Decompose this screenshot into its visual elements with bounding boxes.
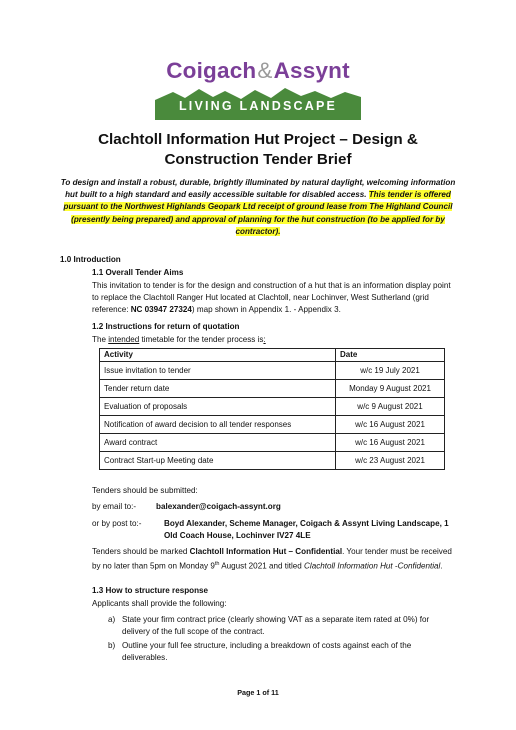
timetable-intro-pre: The [92,335,109,344]
table-row [100,380,445,398]
marking-sup: th [214,561,220,567]
marking-end: . [440,561,443,571]
table-row [100,416,445,434]
timetable-intro-post: timetable for the tender process is [139,335,264,344]
overall-aims-text-a: This invitation to tender is for the design and construction of a hut that is an information display point to replace the Clachtoll Ranger Hut located at Clachtoll, near Lochinver, West Sutherland (grid reference: [92,281,451,314]
logo-landscape-band [155,86,361,120]
marking-pre: Tenders should be marked [92,547,190,556]
lead-part-1: To design and install a robust, durable, brightly illuminated by natural daylight, welcoming information hut built to a high standard and easily accessible suitable for disabled access. [60,178,456,200]
row-activity: Tender return date [100,380,336,398]
col-date: Date [336,349,445,362]
lead-part-2-highlighted: This tender is offered pursuant to the Northwest Highlands Geopark Ltd receipt of ground lease from The Highland Council (presently being prepared) and approval of planning for the hut construction (to be applied for by contractor). [63,190,453,236]
logo-wordmark [155,58,361,84]
page-number: Page 1 of 11 [237,688,279,697]
list-marker-a: a) [108,615,116,624]
row-activity: Notification of award decision to all tender responses [100,416,336,434]
timetable-intro-underlined: intended [108,335,140,344]
section-heading-introduction: 1.0 Introduction [60,255,121,264]
logo-living-landscape: LIVING LANDSCAPE [178,98,338,113]
section-heading-overall-aims: 1.1 Overall Tender Aims [92,268,184,277]
logo-word-coigach: Coigach [166,58,257,83]
row-date: w/c 23 August 2021 [336,452,445,470]
grid-reference: NC 03947 27324 [130,305,192,314]
section-heading-response: 1.3 How to structure response [92,586,209,595]
row-activity: Issue invitation to tender [100,362,336,380]
marking-paragraph [92,546,458,573]
table-header-row [100,349,445,362]
title-line-1: Clachtoll Information Hut Project – Design & [98,131,418,148]
row-activity: Award contract [100,434,336,452]
marking-mid: . Your tender must be received by no later than 5pm on Monday 9 [92,547,452,571]
submission-intro: Tenders should be submitted: [92,486,198,495]
row-date: Monday 9 August 2021 [336,380,445,398]
list-item: Outline your full fee structure, including a breakdown of costs against each of the deliverables. [122,641,412,662]
email-label: by email to:- [92,502,137,511]
table-row [100,362,445,380]
timetable-intro-colon: : [263,335,266,344]
coigach-assynt-logo [155,58,361,120]
row-date: w/c 19 July 2021 [336,362,445,380]
overall-aims-text-b: ) map shown in Appendix 1. - Appendix 3. [191,305,341,314]
postal-address-line-2: Old Coach House, Lochinver IV27 4LE [164,531,311,540]
overall-aims-paragraph [92,280,458,316]
row-activity: Evaluation of proposals [100,398,336,416]
list-item: State your firm contract price (clearly showing VAT as a separate item rated at 0%) for delivery of the full scope of the contract. [122,615,430,636]
post-label: or by post to:- [92,519,142,528]
col-activity: Activity [100,349,336,362]
table-row [100,434,445,452]
logo-ampersand: & [257,58,273,83]
marking-bold: Clachtoll Information Hut – Confidential [189,547,343,556]
postal-address-line-1: Boyd Alexander, Scheme Manager, Coigach & Assynt Living Landscape, 1 [164,519,449,528]
response-intro: Applicants shall provide the following: [92,599,227,608]
row-date: w/c 16 August 2021 [336,434,445,452]
tender-timetable [99,348,445,470]
email-link[interactable]: balexander@coigach-assynt.org [156,502,281,511]
page-title [40,130,476,170]
section-heading-instructions: 1.2 Instructions for return of quotation [92,322,240,331]
row-date: w/c 9 August 2021 [336,398,445,416]
row-date: w/c 16 August 2021 [336,416,445,434]
marking-italic: Clachtoll Information Hut -Confidential [304,561,441,571]
list-marker-b: b) [108,641,116,650]
logo-word-assynt: Assynt [273,58,350,83]
title-line-2: Construction Tender Brief [164,151,352,168]
table-row [100,398,445,416]
table-row [100,452,445,470]
row-activity: Contract Start-up Meeting date [100,452,336,470]
postal-address [164,518,464,542]
lead-paragraph [58,177,458,238]
timetable-intro [92,334,266,346]
marking-post: August 2021 and titled [219,561,305,571]
